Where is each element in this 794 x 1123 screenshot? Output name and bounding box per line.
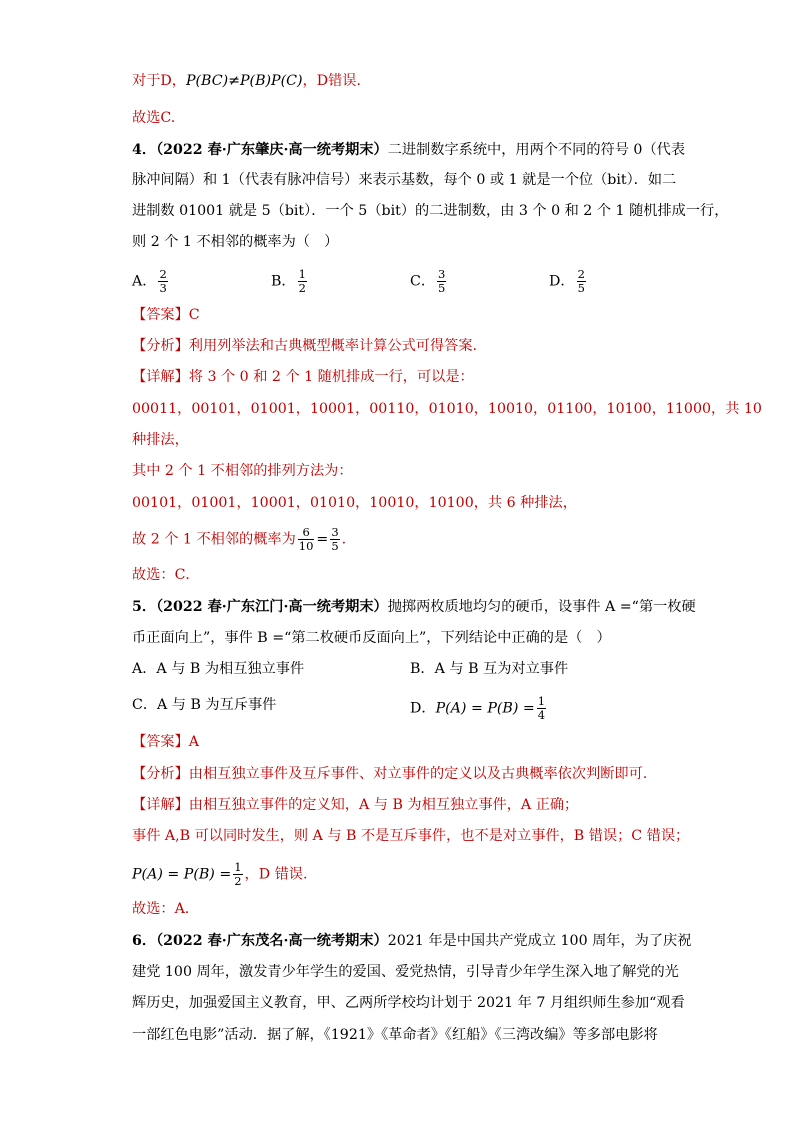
q4-stem-text-1: 二进制数字系统中，用两个不同的符号 0（代表 bbox=[387, 142, 686, 158]
q4-equals: = bbox=[316, 531, 329, 548]
q4-choice: 故选：C． bbox=[132, 567, 200, 583]
q4-option-d-den: 5 bbox=[577, 281, 585, 295]
q4-detail-6-text: 故 2 个 1 不相邻的概率为 bbox=[132, 531, 296, 548]
q5-number: 5． bbox=[132, 599, 157, 615]
q6-source: （2022 春·广东茂名·高一统考期末） bbox=[156, 933, 388, 949]
q5-detail-3-num: 1 bbox=[234, 860, 242, 874]
prev-choice: 故选C. bbox=[132, 110, 176, 126]
q4-stem-line-4: 则 2 个 1 不相邻的概率为（ ） bbox=[132, 234, 339, 250]
q5-answer: 【答案】A bbox=[132, 734, 199, 750]
q4-option-a-num: 2 bbox=[159, 267, 167, 281]
q5-option-a: A．A 与 B 为相互独立事件 bbox=[132, 661, 305, 677]
q5-stem-line-1 bbox=[132, 597, 696, 617]
q5-detail-3-den: 2 bbox=[234, 874, 242, 888]
prev-d-line bbox=[132, 71, 361, 91]
q4-analysis: 【分析】利用列举法和古典概型概率计算公式可得答案. bbox=[132, 338, 478, 354]
q4-option-b-den: 2 bbox=[298, 281, 306, 295]
q4-option-c bbox=[410, 268, 448, 295]
prev-d-prefix: 对于D， bbox=[132, 73, 186, 89]
q5-option-d bbox=[410, 695, 548, 722]
q4-number: 4． bbox=[132, 142, 157, 158]
q5-stem-text-1: 抛掷两枚质地均匀的硬币，设事件 A =“第一枚硬 bbox=[387, 599, 696, 615]
q4-option-c-den: 5 bbox=[438, 281, 446, 295]
q5-choice: 故选：A. bbox=[132, 901, 190, 917]
q5-detail-2: 事件 A,B 可以同时发生，则 A 与 B 不是互斥事件，也不是对立事件，B 错误；C 错误； bbox=[132, 828, 690, 844]
q5-stem-line-2: 币正面向上”，事件 B =“第二枚硬币反面向上”，下列结论中正确的是（ ） bbox=[132, 630, 611, 646]
prev-d-suffix: ，D错误. bbox=[302, 73, 361, 89]
q4-stem-line-1 bbox=[132, 140, 685, 160]
prev-d-expression: P(BC)≠P(B)P(C) bbox=[185, 73, 303, 89]
q5-option-d-expr: P(A) = P(B) = bbox=[435, 700, 535, 717]
q6-stem-line-2: 建党 100 周年，激发青少年学生的爱国、爱党热情，引导青少年学生深入地了解党的光 bbox=[132, 964, 679, 980]
q4-detail-4: 其中 2 个 1 不相邻的排列方法为： bbox=[132, 463, 353, 479]
q5-option-b: B．A 与 B 互为对立事件 bbox=[410, 661, 569, 677]
q4-detail-2: 00011，00101，01001，10001，00110，01010，10010，01100，10100，11000，共 10 bbox=[132, 401, 762, 417]
q6-stem-text-1: 2021 年是中国共产党成立 100 周年，为了庆祝 bbox=[387, 933, 692, 949]
q4-option-a bbox=[132, 268, 170, 295]
q4-option-a-label: A． bbox=[132, 273, 157, 290]
q4-stem-line-2: 脉冲间隔）和 1（代表有脉冲信号）来表示基数，每个 0 或 1 就是一个位（bit）．如二 bbox=[132, 172, 677, 188]
q4-stem-line-3: 进制数 01001 就是 5（bit）．一个 5（bit）的二进制数，由 3 个 0 和 2 个 1 随机排成一行， bbox=[132, 203, 729, 219]
q5-detail-1: 【详解】由相互独立事件的定义知，A 与 B 为相互独立事件，A 正确； bbox=[132, 797, 579, 813]
q5-analysis: 【分析】由相互独立事件及互斥事件、对立事件的定义以及古典概率依次判断即可. bbox=[132, 766, 648, 782]
q6-stem-line-3: 辉历史，加强爱国主义教育，甲、乙两所学校均计划于 2021 年 7 月组织师生参加“观看 bbox=[132, 995, 685, 1011]
q5-option-d-den: 4 bbox=[537, 708, 546, 722]
q4-option-d bbox=[549, 268, 588, 295]
q4-frac1-den: 10 bbox=[298, 539, 314, 553]
q5-option-d-label: D． bbox=[410, 700, 436, 717]
q4-answer: 【答案】C bbox=[132, 307, 200, 323]
q4-option-c-label: C． bbox=[410, 273, 436, 290]
q5-option-c: C．A 与 B 为互斥事件 bbox=[132, 697, 277, 713]
q5-detail-3 bbox=[132, 861, 308, 888]
q4-option-d-num: 2 bbox=[577, 267, 585, 281]
q4-option-a-den: 3 bbox=[159, 281, 167, 295]
q4-detail-3: 种排法， bbox=[132, 432, 189, 448]
q4-source: （2022 春·广东肇庆·高一统考期末） bbox=[156, 142, 388, 158]
q4-frac2-num: 3 bbox=[331, 525, 339, 539]
q6-stem-line-1 bbox=[132, 931, 691, 951]
q4-option-c-num: 3 bbox=[438, 267, 446, 281]
q4-option-b-label: B． bbox=[271, 273, 296, 290]
q4-detail-5: 00101，01001，10001，01010，10010，10100，共 6 种排法， bbox=[132, 495, 577, 511]
q5-option-d-num: 1 bbox=[537, 694, 546, 708]
q4-detail-1: 【详解】将 3 个 0 和 2 个 1 随机排成一行，可以是： bbox=[132, 369, 474, 385]
q5-source: （2022 春·广东江门·高一统考期末） bbox=[156, 599, 388, 615]
q5-detail-3-expr: P(A) = P(B) = bbox=[132, 866, 232, 883]
q4-frac2-den: 5 bbox=[331, 539, 339, 553]
q6-number: 6． bbox=[132, 933, 157, 949]
q5-detail-3-suffix: ，D 错误. bbox=[244, 866, 308, 883]
q4-option-d-label: D． bbox=[549, 273, 575, 290]
q4-detail-6 bbox=[132, 526, 346, 553]
q4-option-b bbox=[271, 268, 309, 295]
q4-detail-6-end: . bbox=[341, 531, 347, 548]
q4-frac1-num: 6 bbox=[298, 526, 315, 540]
q4-option-b-num: 1 bbox=[298, 267, 306, 281]
q6-stem-line-4: 一部红色电影”活动．据了解，《1921》《革命者》《红船》《三湾改编》等多部电影将 bbox=[132, 1027, 658, 1043]
